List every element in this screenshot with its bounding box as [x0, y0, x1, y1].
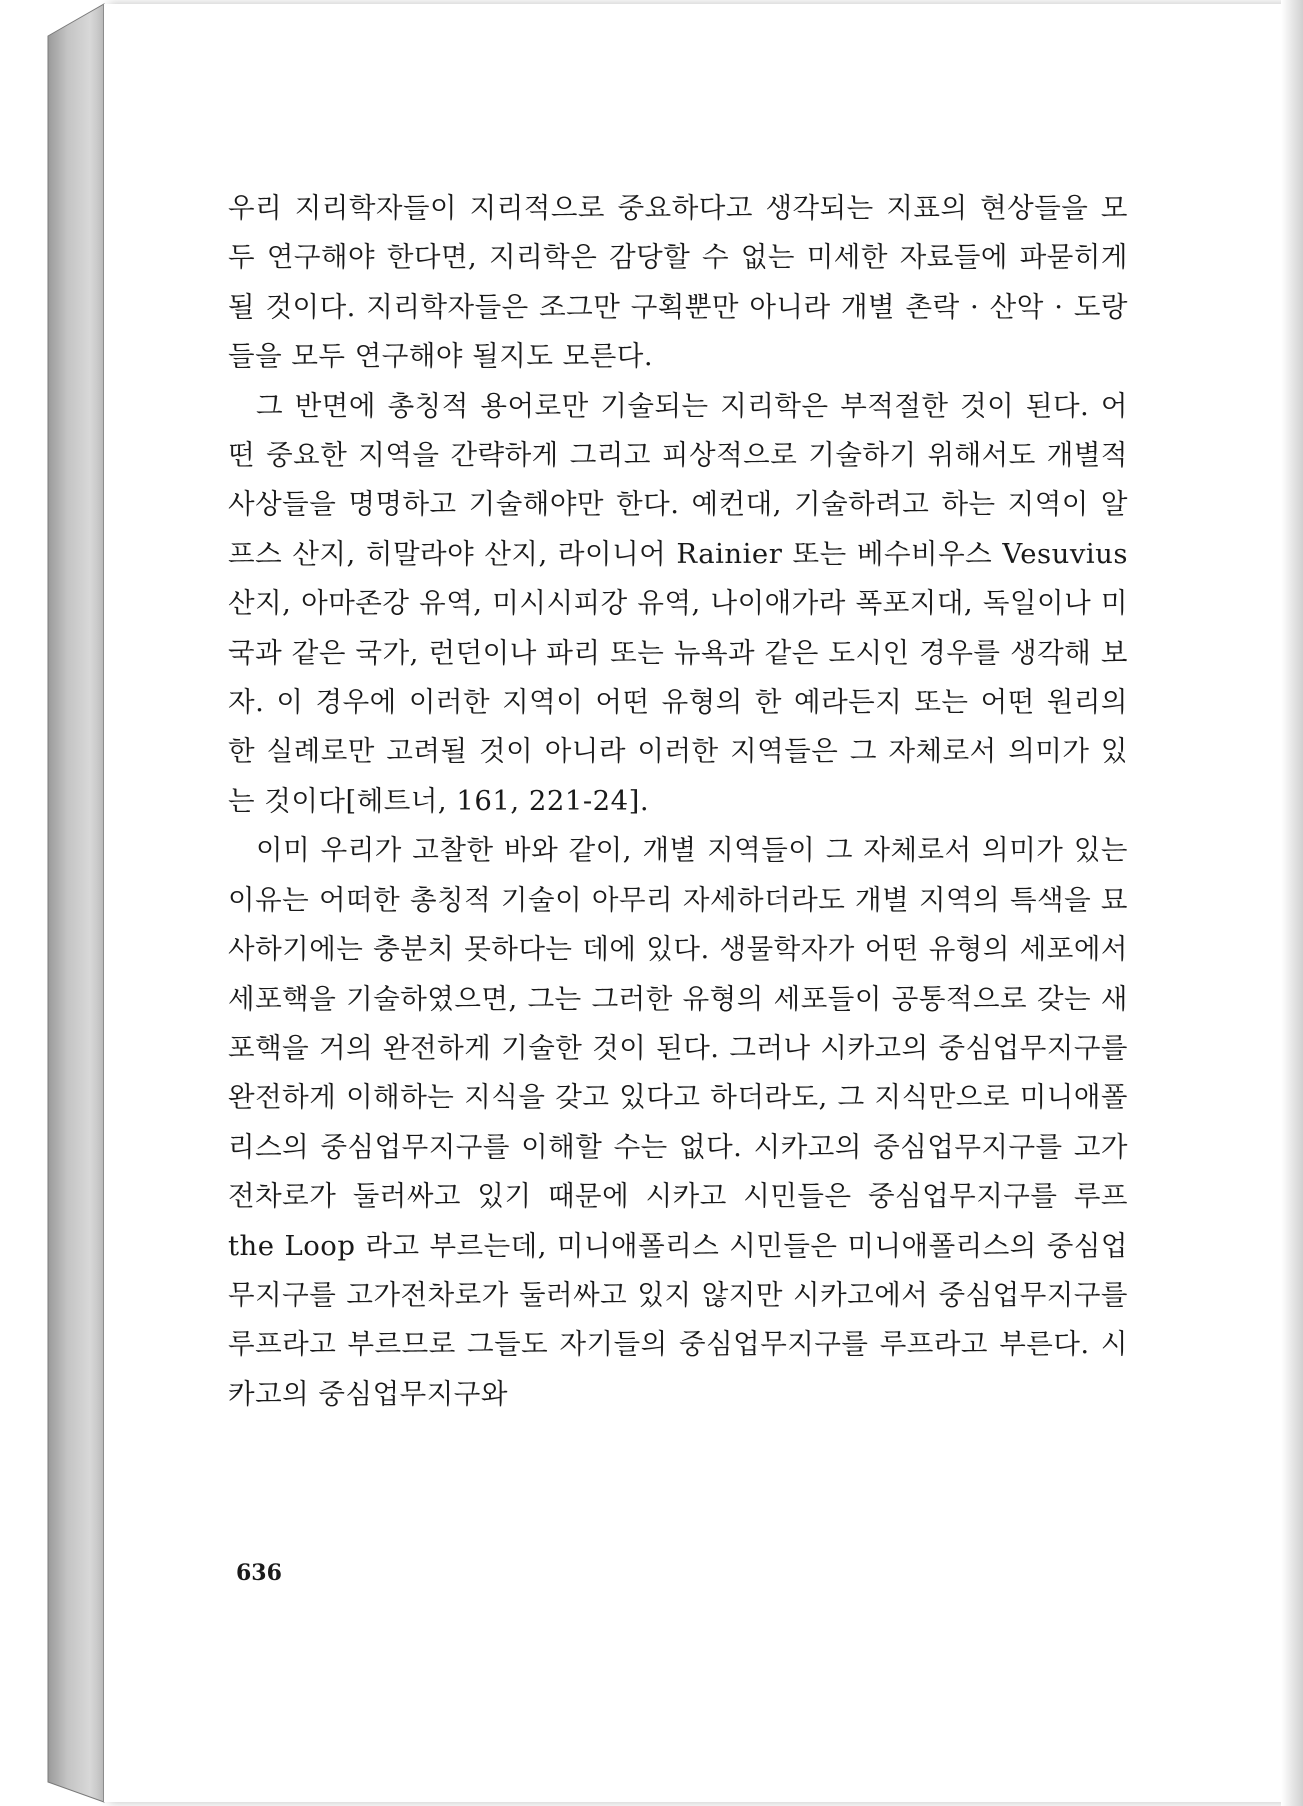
paragraph-3: 이미 우리가 고찰한 바와 같이, 개별 지역들이 그 자체로서 의미가 있는 이유는 어떠한 총칭적 기술이 아무리 자세하더라도 개별 지역의 특색을 묘사하기에는 충분치 못하다는 데에 있다. 생물학자가 어떤 유형의 세포에서 세포핵을 기술하였으면, 그는 그러한 유형의 세포들이 공통적으로 갖는 새포핵을 거의 완전하게 기술한 것이 된다. 그러나 시카고의 중심업무지구를 완전하게 이해하는 지식을 갖고 있다고 하더라도, 그 지식만으로 미니애폴리스의 중심업무지구를 이해할 수는 없다. 시카고의 중심업무지구를 고가전차로가 둘러싸고 있기 때문에 시카고 시민들은 중심업무지구를 루프 the Loop 라고 부르는데, 미니애폴리스 시민들은 미니애폴리스의 중심업무지구를 고가전차로가 둘러싸고 있지 않지만 시카고에서 중심업무지구를 루프라고 부르므로 그들도 자기들의 중심업무지구를 루프라고 부른다. 시카고의 중심업무지구와	[228, 834, 1128, 1410]
paragraph-2: 그 반면에 총칭적 용어로만 기술되는 지리학은 부적절한 것이 된다. 어떤 중요한 지역을 간략하게 그리고 피상적으로 기술하기 위해서도 개별적 사상들을 명명하고 기술해야만 한다. 예컨대, 기술하려고 하는 지역이 알프스 산지, 히말라야 산지, 라이니어 Rainier 또는 베수비우스 Vesuvius 산지, 아마존강 유역, 미시시피강 유역, 나이애가라 폭포지대, 독일이나 미국과 같은 국가, 런던이나 파리 또는 뉴욕과 같은 도시인 경우를 생각해 보자. 이 경우에 이러한 지역이 어떤 유형의 한 예라든지 또는 어떤 원리의 한 실례로만 고려될 것이 아니라 이러한 지역들은 그 자체로서 의미가 있는 것이다[헤트너, 161, 221-24].	[228, 389, 1128, 817]
page-number: 636	[236, 1560, 282, 1586]
page-edge	[1281, 0, 1303, 1806]
book-spine	[0, 0, 110, 1806]
body-text	[228, 184, 1128, 1419]
paragraph-1: 우리 지리학자들이 지리적으로 중요하다고 생각되는 지표의 현상들을 모두 연구해야 한다면, 지리학은 감당할 수 없는 미세한 자료들에 파묻히게 될 것이다. 지리학자들은 조그만 구획뿐만 아니라 개별 촌락 · 산악 · 도랑들을 모두 연구해야 될지도 모른다.	[228, 192, 1128, 373]
